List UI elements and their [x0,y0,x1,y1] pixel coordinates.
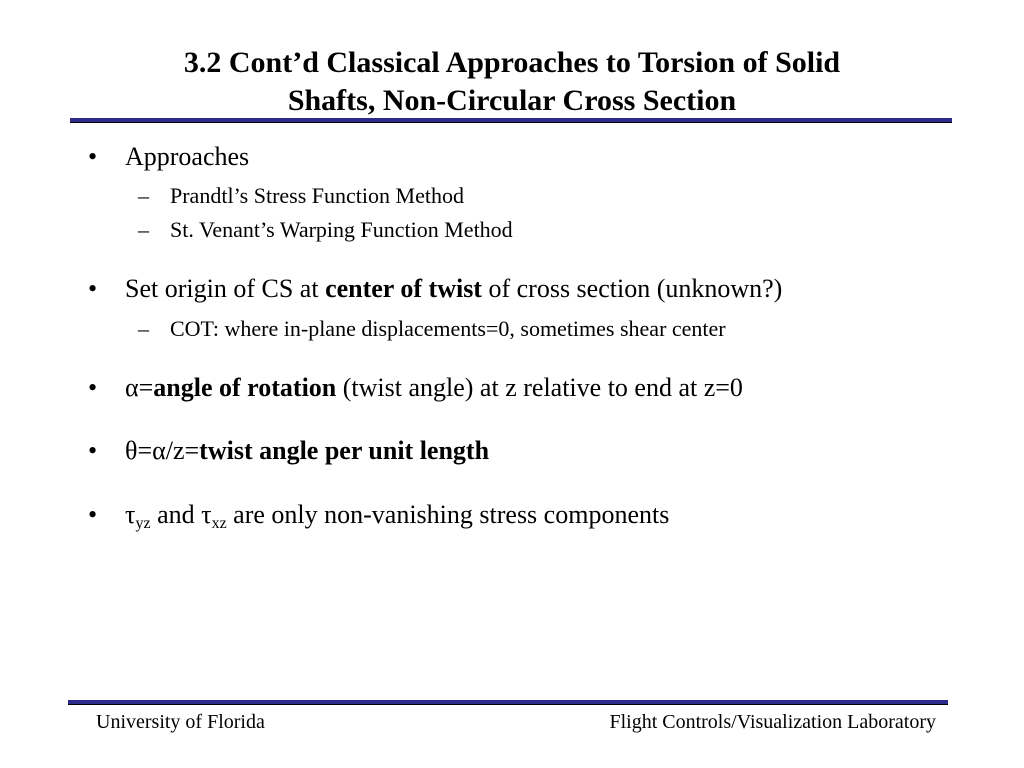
footer-divider [68,700,948,705]
sub-dash: – [138,217,149,242]
bullet-dot: • [88,436,98,465]
sub-dash: – [138,183,149,208]
bullet-text [125,500,669,530]
title-line-2: Shafts, Non-Circular Cross Section [287,84,737,117]
alpha-bold: angle of rotation [153,373,337,402]
footer-lab: Flight Controls/Visualization Laboratory [609,711,936,733]
bullet-text: Approaches [125,142,250,171]
tau-symbol-2: τ [201,500,212,529]
bullet-dot: • [88,373,98,402]
sub-dash: – [138,316,149,341]
title-divider [70,118,952,123]
origin-bold: center of twist [325,274,482,303]
origin-post: of cross section (unknown?) [481,274,783,303]
theta-bold: twist angle per unit length [199,436,490,465]
footer-university: University of Florida [96,711,265,733]
tau-post: are only non-vanishing stress components [226,500,670,529]
bullet-dot: • [88,500,98,529]
origin-pre: Set origin of CS at [125,274,326,303]
sub-text: St. Venant’s Warping Function Method [170,217,513,242]
theta-pre: θ=α/z= [125,436,200,465]
bullet-dot: • [88,142,98,171]
bullet-dot: • [88,274,98,303]
bullet-text [125,274,782,304]
sub-text: Prandtl’s Stress Function Method [170,183,464,208]
tau-symbol-1: τ [125,500,136,529]
sub-text: COT: where in-plane displacements=0, sometimes shear center [170,316,726,341]
tau-mid: and [150,500,202,529]
alpha-post: (twist angle) at z relative to end at z=0 [336,373,743,402]
bullet-text [125,373,743,403]
bullet-text [125,436,489,466]
title-line-1: 3.2 Cont’d Classical Approaches to Torsion of Solid [183,46,841,79]
tau-subscript-yz: yz [135,515,151,532]
slide-title [70,44,954,120]
alpha-pre: α= [125,373,154,402]
tau-subscript-xz: xz [211,515,227,532]
